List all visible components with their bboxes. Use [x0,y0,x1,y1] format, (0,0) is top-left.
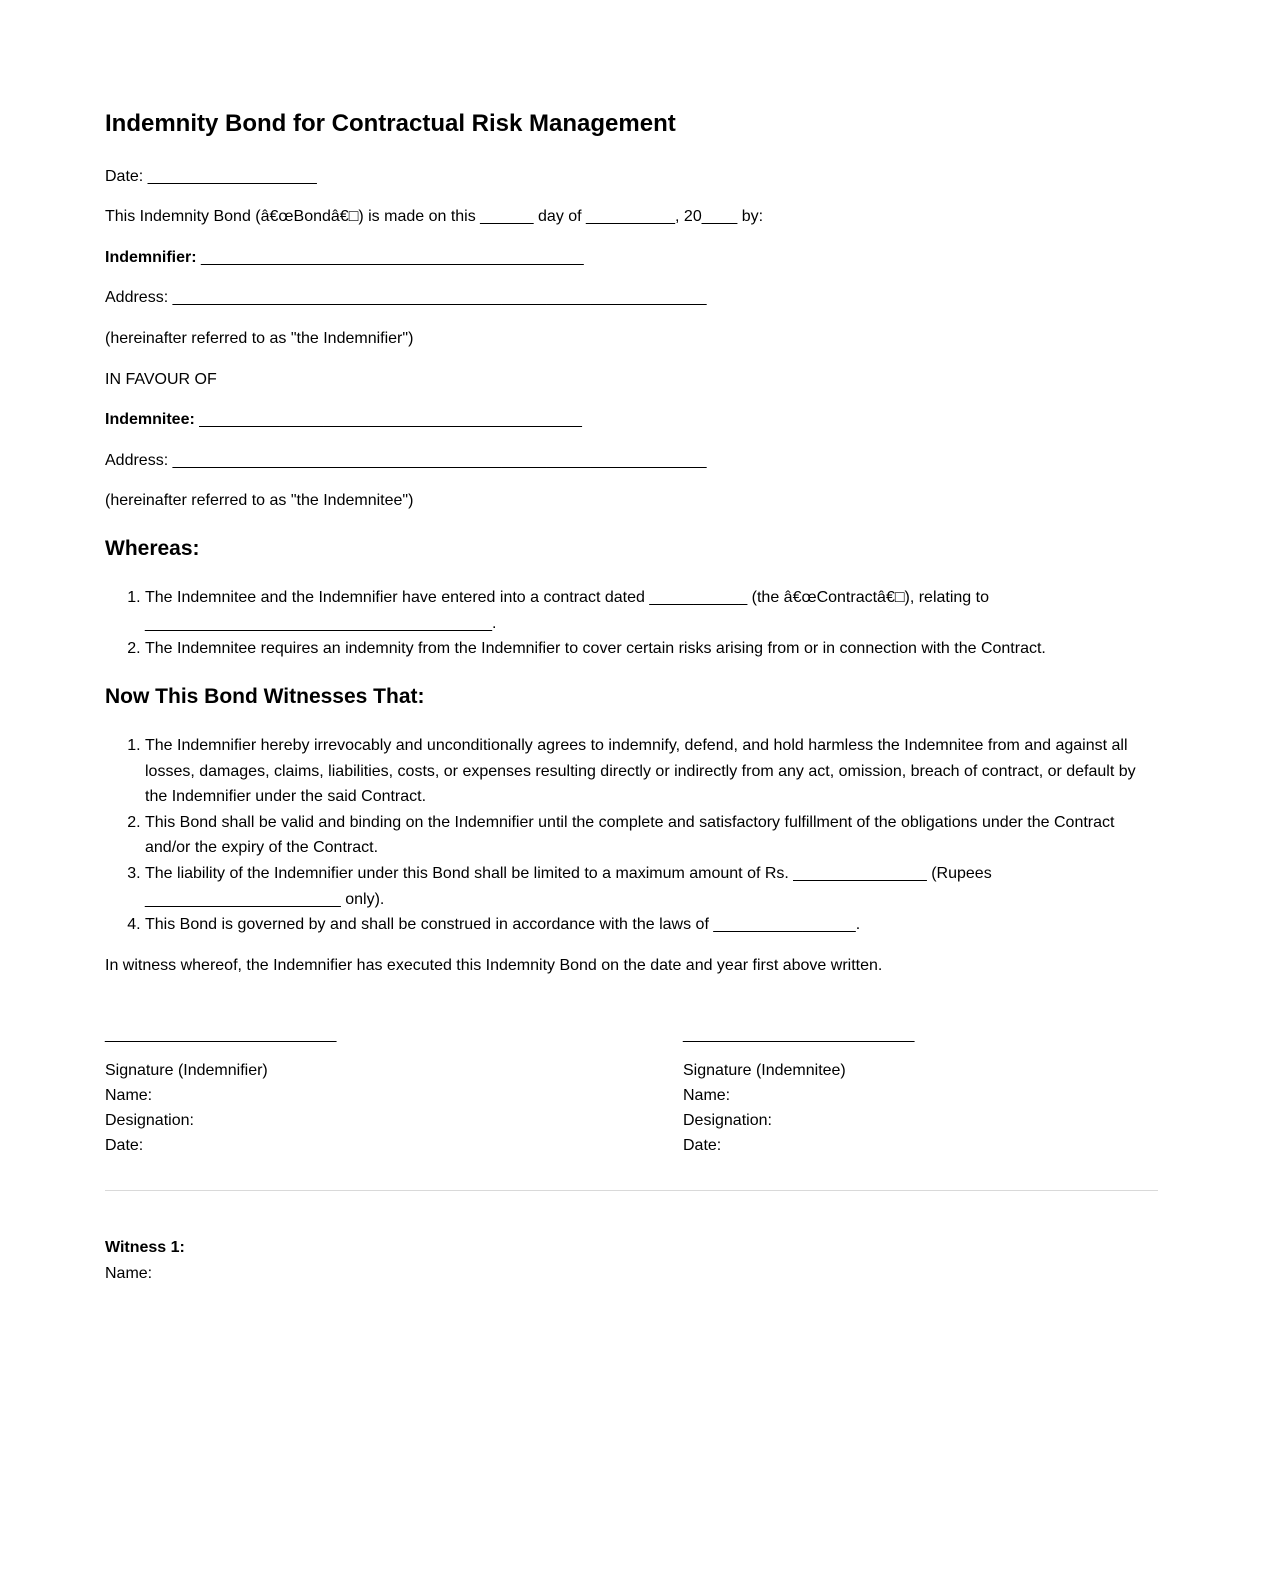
indemnifier-blank: ___________________________________________ [196,248,584,266]
signature-block-indemnitee [683,1022,914,1158]
whereas-heading: Whereas: [105,536,200,560]
indemnifier-hereinafter-line: (hereinafter referred to as "the Indemnifier") [105,329,414,347]
signature-rule-indemnitee: __________________________ [683,1026,915,1044]
signature-labels-indemnifier [105,1058,683,1158]
in-favour-of-line: IN FAVOUR OF [105,370,217,388]
page-title: Indemnity Bond for Contractual Risk Management [105,110,676,137]
witness1-heading: Witness 1: [105,1239,185,1257]
indemnitee-hereinafter-line: (hereinafter referred to as "the Indemnitee") [105,492,414,510]
whereas-list [105,585,1158,662]
signature-block-indemnifier [105,1022,683,1158]
indemnitee-address-line: Address: ____________________________________________________________ [105,451,707,469]
witnesses-item-4: 4. This Bond is governed by and shall be construed in accordance with the laws of ________________. [145,912,1158,938]
indemnitee-label: Indemnitee: [105,411,195,429]
signature-designation-label: Designation: [683,1112,772,1130]
signature-rule-indemnifier: __________________________ [105,1026,337,1044]
indemnifier-label: Indemnifier: [105,248,197,266]
indemnifier-line [105,245,1158,271]
intro-line: This Indemnity Bond (â€œBondâ€□) is made on this ______ day of __________, 20____ by: [105,208,764,226]
signature-date-label: Date: [105,1137,144,1155]
signature-role-indemnifier: Signature (Indemnifier) [105,1062,268,1080]
in-witness-line: In witness whereof, the Indemnifier has executed this Indemnity Bond on the date and year first above written. [105,956,883,974]
signature-date-label: Date: [683,1137,722,1155]
witnesses-item-3: 3. The liability of the Indemnifier under this Bond shall be limited to a maximum amount of Rs. _______________ (Rupees ______________________ only). [145,861,1158,912]
indemnitee-blank: ___________________________________________ [194,411,582,429]
signature-designation-label: Designation: [105,1112,194,1130]
signature-name-label: Name: [105,1087,153,1105]
witnesses-item-1: 1. The Indemnifier hereby irrevocably and unconditionally agrees to indemnify, defend, and hold harmless the Indemnitee from and against all losses, damages, claims, liabilities, costs, or expenses resulting directly or indirectly from any act, omission, breach of contract, or default by the Indemnifier under the said Contract. [145,733,1158,810]
witnesses-item-2: 2. This Bond shall be valid and binding on the Indemnifier until the complete and satisfactory fulfillment of the obligations under the Contract and/or the expiry of the Contract. [145,810,1158,861]
indemnifier-address-line: Address: ____________________________________________________________ [105,289,707,307]
section-divider [105,1190,1158,1191]
whereas-item-1: 1. The Indemnitee and the Indemnifier have entered into a contract dated ___________ (the â€œContractâ€□), relating to _______________________________________. [145,585,1158,636]
witnesses-heading: Now This Bond Witnesses That: [105,684,425,708]
signature-role-indemnitee: Signature (Indemnitee) [683,1062,846,1080]
date-line: Date: ___________________ [105,167,317,185]
whereas-item-2: 2. The Indemnitee requires an indemnity from the Indemnifier to cover certain risks arising from or in connection with the Contract. [145,636,1158,662]
signature-labels-indemnitee [683,1058,914,1158]
witness1-name-label: Name: [105,1264,153,1282]
signature-row [105,1022,1158,1158]
witnesses-list [105,733,1158,938]
signature-name-label: Name: [683,1087,731,1105]
indemnitee-line [105,407,1158,433]
